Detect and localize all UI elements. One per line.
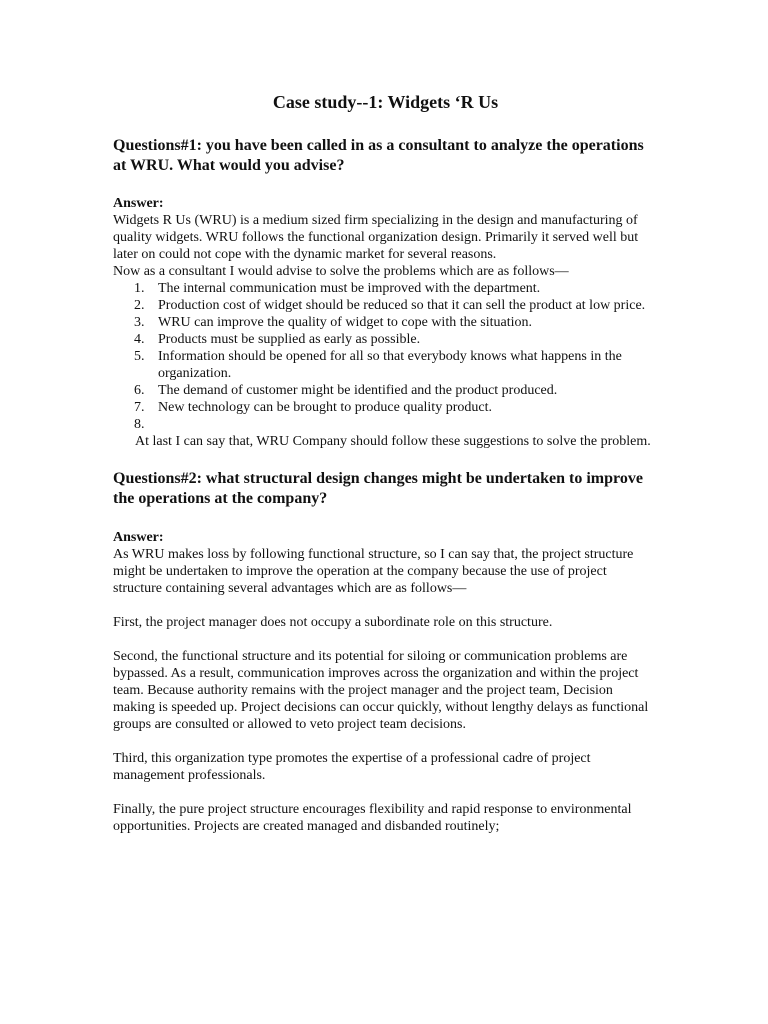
list-item-number: 5. bbox=[134, 349, 145, 364]
list-item-text: Production cost of widget should be reduced so that it can sell the product at low price. bbox=[158, 298, 646, 313]
list-item bbox=[113, 416, 658, 433]
answer-2-paragraph: Second, the functional structure and its potential for siloing or communication problems are bypassed. As a result, communication improves across the organization and within the project team. Because authority remains with the project manager and the project team, Decision making is speeded up. Project decisions can occur quickly, without lengthy delays as functional groups are consulted or allowed to veto project team decisions. bbox=[113, 649, 649, 732]
list-item-number: 8. bbox=[134, 417, 145, 432]
document-page bbox=[113, 90, 658, 835]
answer-1-closing: At last I can say that, WRU Company should follow these suggestions to solve the problem. bbox=[135, 434, 651, 449]
list-item bbox=[113, 297, 658, 314]
list-item-text: Products must be supplied as early as possible. bbox=[158, 332, 421, 347]
list-item bbox=[113, 399, 658, 416]
question-2-heading: Questions#2: what structural design changes might be undertaken to improve the operations at the company? bbox=[113, 470, 643, 507]
answer-2-paragraph: Finally, the pure project structure encourages flexibility and rapid response to environmental opportunities. Projects are created managed and disbanded routinely; bbox=[113, 802, 632, 834]
list-item bbox=[113, 382, 658, 399]
list-item bbox=[113, 331, 658, 348]
list-item-text: The internal communication must be improved with the department. bbox=[158, 281, 541, 296]
list-item-number: 1. bbox=[134, 281, 145, 296]
list-item-number: 3. bbox=[134, 315, 145, 330]
list-item-text: The demand of customer might be identified and the product produced. bbox=[158, 383, 558, 398]
answer-2-paragraph: As WRU makes loss by following functional structure, so I can say that, the project structure might be undertaken to improve the operation at the company because the use of project structure containing several advantages which are as follows— bbox=[113, 547, 634, 596]
list-item-number: 6. bbox=[134, 383, 145, 398]
list-item bbox=[113, 314, 658, 331]
list-item-number: 7. bbox=[134, 400, 145, 415]
answer-1-lead: Now as a consultant I would advise to solve the problems which are as follows— bbox=[113, 264, 569, 279]
question-1-heading: Questions#1: you have been called in as a consultant to analyze the operations at WRU. What would you advise? bbox=[113, 137, 644, 174]
answer-1-label: Answer: bbox=[113, 196, 164, 211]
list-item-number: 4. bbox=[134, 332, 145, 347]
list-item-text: New technology can be brought to produce quality product. bbox=[158, 400, 492, 415]
list-item-text: WRU can improve the quality of widget to cope with the situation. bbox=[158, 315, 533, 330]
advice-list bbox=[113, 280, 658, 433]
list-item bbox=[113, 348, 658, 382]
answer-2-paragraph: First, the project manager does not occupy a subordinate role on this structure. bbox=[113, 615, 553, 630]
document-title: Case study--1: Widgets ‘R Us bbox=[272, 92, 499, 112]
answer-2-label: Answer: bbox=[113, 530, 164, 545]
list-item-text: Information should be opened for all so that everybody knows what happens in the organization. bbox=[158, 349, 622, 381]
list-item bbox=[113, 280, 658, 297]
answer-1-intro: Widgets R Us (WRU) is a medium sized firm specializing in the design and manufacturing of quality widgets. WRU follows the functional organization design. Primarily it served well but later on could not cope with the dynamic market for several reasons. bbox=[113, 213, 639, 262]
list-item-number: 2. bbox=[134, 298, 145, 313]
answer-2-paragraph: Third, this organization type promotes the expertise of a professional cadre of project management professionals. bbox=[113, 751, 591, 783]
